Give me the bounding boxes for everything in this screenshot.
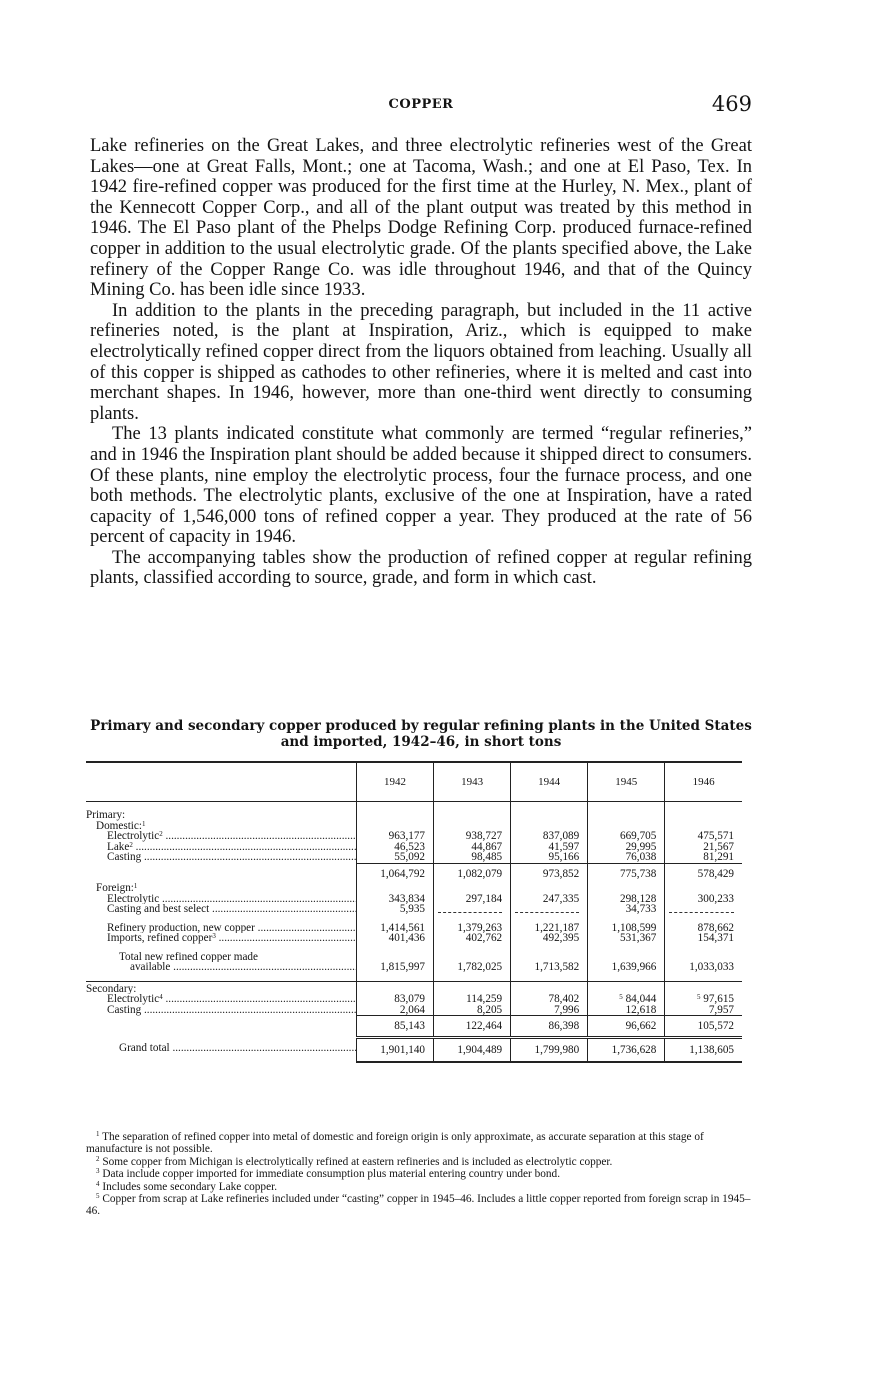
table-row: Casting ..... 2,064 8,205 7,996 12,618 7,957 bbox=[86, 1005, 742, 1016]
footnote: $^1$ The separation of refined copper into metal of domestic and foreign origin is only approximate, as accurate separation at this stage of manufacture is not possible. bbox=[86, 1130, 704, 1156]
row-label: Foreign:$^1$ bbox=[96, 883, 138, 894]
dash-no-data bbox=[669, 904, 734, 913]
copper-production-table bbox=[86, 761, 742, 1063]
table-row: Casting and best select ..... 5,935 34,733 bbox=[86, 904, 742, 915]
row-label: Lake$^2$ ..... bbox=[86, 842, 356, 853]
table-row: Electrolytic ..... 343,834 297,184 247,335 298,128 300,233 bbox=[86, 894, 742, 905]
footnote: $^5$ Copper from scrap at Lake refineries included under “casting” copper in 1945–46. Includes a little copper reported from foreign scrap in 1945–46. bbox=[86, 1192, 751, 1218]
table-row: Casting ..... 55,092 98,485 95,166 76,038 81,291 bbox=[86, 852, 742, 863]
table-row: Refinery production, new copper ..... 1,414,561 1,379,263 1,221,187 1,108,599 878,662 bbox=[86, 923, 742, 934]
row-label: Grand total ..... bbox=[86, 1037, 356, 1062]
page-header bbox=[90, 92, 752, 118]
table-header-row bbox=[86, 762, 742, 802]
year-header: 1945 bbox=[588, 762, 665, 802]
paragraph: The accompanying tables show the production of refined copper at regular refining plants, classified according to source, grade, and form in which cast. bbox=[90, 547, 752, 589]
header-blank bbox=[86, 762, 356, 802]
footnote: $^2$ Some copper from Michigan is electrolytically refined at eastern refineries and is included as electrolytic copper. bbox=[96, 1154, 613, 1168]
row-label: Refinery production, new copper ..... bbox=[86, 923, 356, 934]
row-label: Secondary: bbox=[86, 982, 137, 994]
table-row: available ..... 1,815,997 1,782,025 1,713,582 1,639,966 1,033,033 bbox=[86, 962, 742, 973]
table-row: Lake$^2$ ..... 46,523 44,867 41,597 29,995 21,567 bbox=[86, 842, 742, 853]
row-label: Total new refined copper made bbox=[119, 951, 258, 962]
table-row: Electrolytic$^4$ ..... 83,079 114,259 78,402 $^5$ 84,044 $^5$ 97,615 bbox=[86, 994, 742, 1005]
running-title: COPPER bbox=[388, 97, 454, 112]
row-label: Casting ..... bbox=[86, 852, 356, 863]
footnote: $^4$ Includes some secondary Lake copper. bbox=[96, 1179, 278, 1193]
row-label: available ..... bbox=[86, 962, 356, 973]
row-label: Domestic:$^1$ bbox=[96, 820, 146, 831]
footnote: $^3$ Data include copper imported for immediate consumption plus material entering country under bond. bbox=[96, 1167, 561, 1181]
row-label: Imports, refined copper$^3$ ..... bbox=[86, 933, 356, 944]
paragraph: In addition to the plants in the preceding paragraph, but included in the 11 active refineries noted, is the plant at Inspiration, Ariz., which is equipped to make electrolytically refined copper direct from the liquors obtained from leaching. Usually all of this copper is shipped as cathodes to other refineries, where it is melted and cast into merchant shapes. In 1946, however, more than one-third went directly to consuming plants. bbox=[90, 300, 752, 424]
page-number: 469 bbox=[711, 92, 752, 116]
subtotal-row: 85,143 122,464 86,398 96,662 105,572 bbox=[86, 1016, 742, 1038]
row-label: Casting ..... bbox=[86, 1005, 356, 1016]
subtotal-row: 1,064,792 1,082,079 973,852 775,738 578,429 bbox=[86, 863, 742, 883]
table-row bbox=[86, 883, 742, 894]
row-label: Electrolytic$^4$ ..... bbox=[86, 994, 356, 1005]
footnotes bbox=[86, 1131, 756, 1218]
grand-total-row: Grand total ..... 1,901,140 1,904,489 1,799,980 1,736,628 1,138,605 bbox=[86, 1037, 742, 1062]
row-label: Electrolytic ..... bbox=[86, 894, 356, 905]
dash-no-data bbox=[438, 904, 502, 913]
row-label: Casting and best select ..... bbox=[86, 904, 356, 915]
table-title: Primary and secondary copper produced by regular refining plants in the United States and imported, 1942–46, in short tons bbox=[90, 718, 752, 750]
year-header: 1944 bbox=[511, 762, 588, 802]
year-header: 1946 bbox=[665, 762, 742, 802]
body-text bbox=[90, 136, 752, 589]
paragraph: Lake refineries on the Great Lakes, and three electrolytic refineries west of the Great Lakes—one at Great Falls, Mont.; one at Tacoma, Wash.; and one at El Paso, Tex. In 1942 fire-refined copper was produced for the first time at the Hurley, N. Mex., plant of the Kennecott Copper Corp., and all of the plant output was treated by this method in 1946. The El Paso plant of the Phelps Dodge Refining Corp. produced furnace-refined copper in addition to the usual electrolytic grade. Of the plants specified above, the Lake refinery of the Copper Range Co. was idle throughout 1946, and that of the Quincy Mining Co. has been idle since 1933. bbox=[90, 136, 752, 301]
paragraph: The 13 plants indicated constitute what commonly are termed “regular refineries,” and in 1946 the Inspiration plant should be added because it shipped direct to consumers. Of these plants, nine employ the electrolytic process, four the furnace process, and one both methods. The electrolytic plants, exclusive of the one at Inspiration, have a rated capacity of 1,546,000 tons of refined copper a year. They produced at the rate of 56 percent of capacity in 1946. bbox=[90, 424, 752, 548]
dash-no-data bbox=[515, 904, 579, 913]
table-row bbox=[86, 810, 742, 821]
year-header: 1943 bbox=[434, 762, 511, 802]
table-row: Electrolytic$^2$ ..... 963,177 938,727 837,089 669,705 475,571 bbox=[86, 831, 742, 842]
table-row: Imports, refined copper$^3$ ..... 401,436 402,762 492,395 531,367 154,371 bbox=[86, 933, 742, 944]
row-label: Electrolytic$^2$ ..... bbox=[86, 831, 356, 842]
year-header: 1942 bbox=[356, 762, 433, 802]
row-label: Primary: bbox=[86, 810, 126, 821]
